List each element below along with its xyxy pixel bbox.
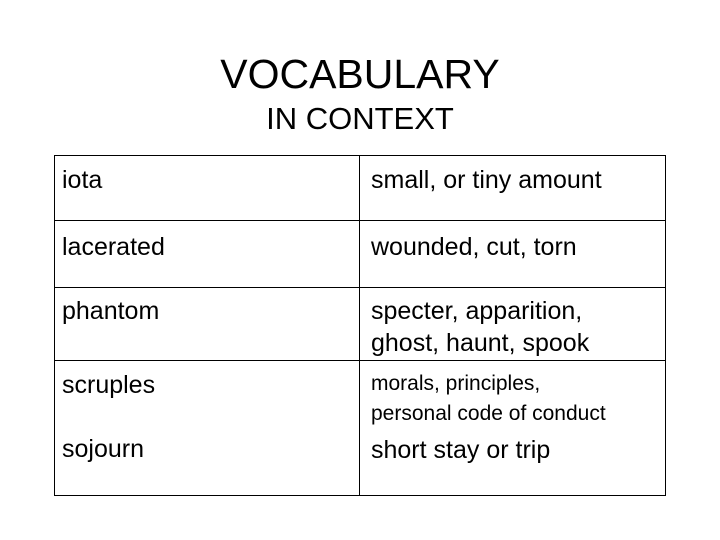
definition-line: personal code of conduct — [371, 402, 606, 425]
vocab-word-cell — [55, 156, 360, 221]
vocab-definition-cell — [360, 156, 666, 221]
table-row — [55, 156, 666, 221]
table-row — [55, 288, 666, 361]
vocab-word-cell — [55, 431, 360, 496]
vocab-definition-cell — [360, 288, 666, 361]
vocab-word-cell — [55, 221, 360, 288]
definition-line: wounded, cut, torn — [371, 233, 577, 261]
definition-line: specter, apparition, — [371, 297, 583, 325]
vocab-word-cell — [55, 288, 360, 361]
table-row — [55, 361, 666, 432]
vocab-definition-cell — [360, 431, 666, 496]
table-row — [55, 431, 666, 496]
vocab-definition — [371, 431, 665, 466]
vocabulary-table — [54, 155, 666, 496]
vocab-definition-cell — [360, 221, 666, 288]
table-row — [55, 221, 666, 288]
vocab-definition — [371, 288, 665, 359]
vocab-word-cell — [55, 361, 360, 432]
vocab-definition — [371, 361, 665, 429]
vocab-word: phantom — [62, 297, 160, 325]
vocab-word: scruples — [62, 371, 156, 399]
vocab-word: lacerated — [62, 233, 165, 261]
definition-line: short stay or trip — [371, 436, 551, 464]
slide-subtitle: IN CONTEXT — [266, 101, 454, 136]
vocab-word: sojourn — [62, 435, 144, 463]
slide-title: VOCABULARY — [220, 51, 500, 97]
vocab-word: iota — [62, 166, 103, 194]
definition-line: small, or tiny amount — [371, 166, 602, 194]
definition-line: ghost, haunt, spook — [371, 329, 590, 357]
definition-line: morals, principles, — [371, 372, 541, 395]
vocab-definition-cell — [360, 361, 666, 432]
vocab-definition — [371, 156, 665, 196]
vocab-definition — [371, 221, 665, 263]
